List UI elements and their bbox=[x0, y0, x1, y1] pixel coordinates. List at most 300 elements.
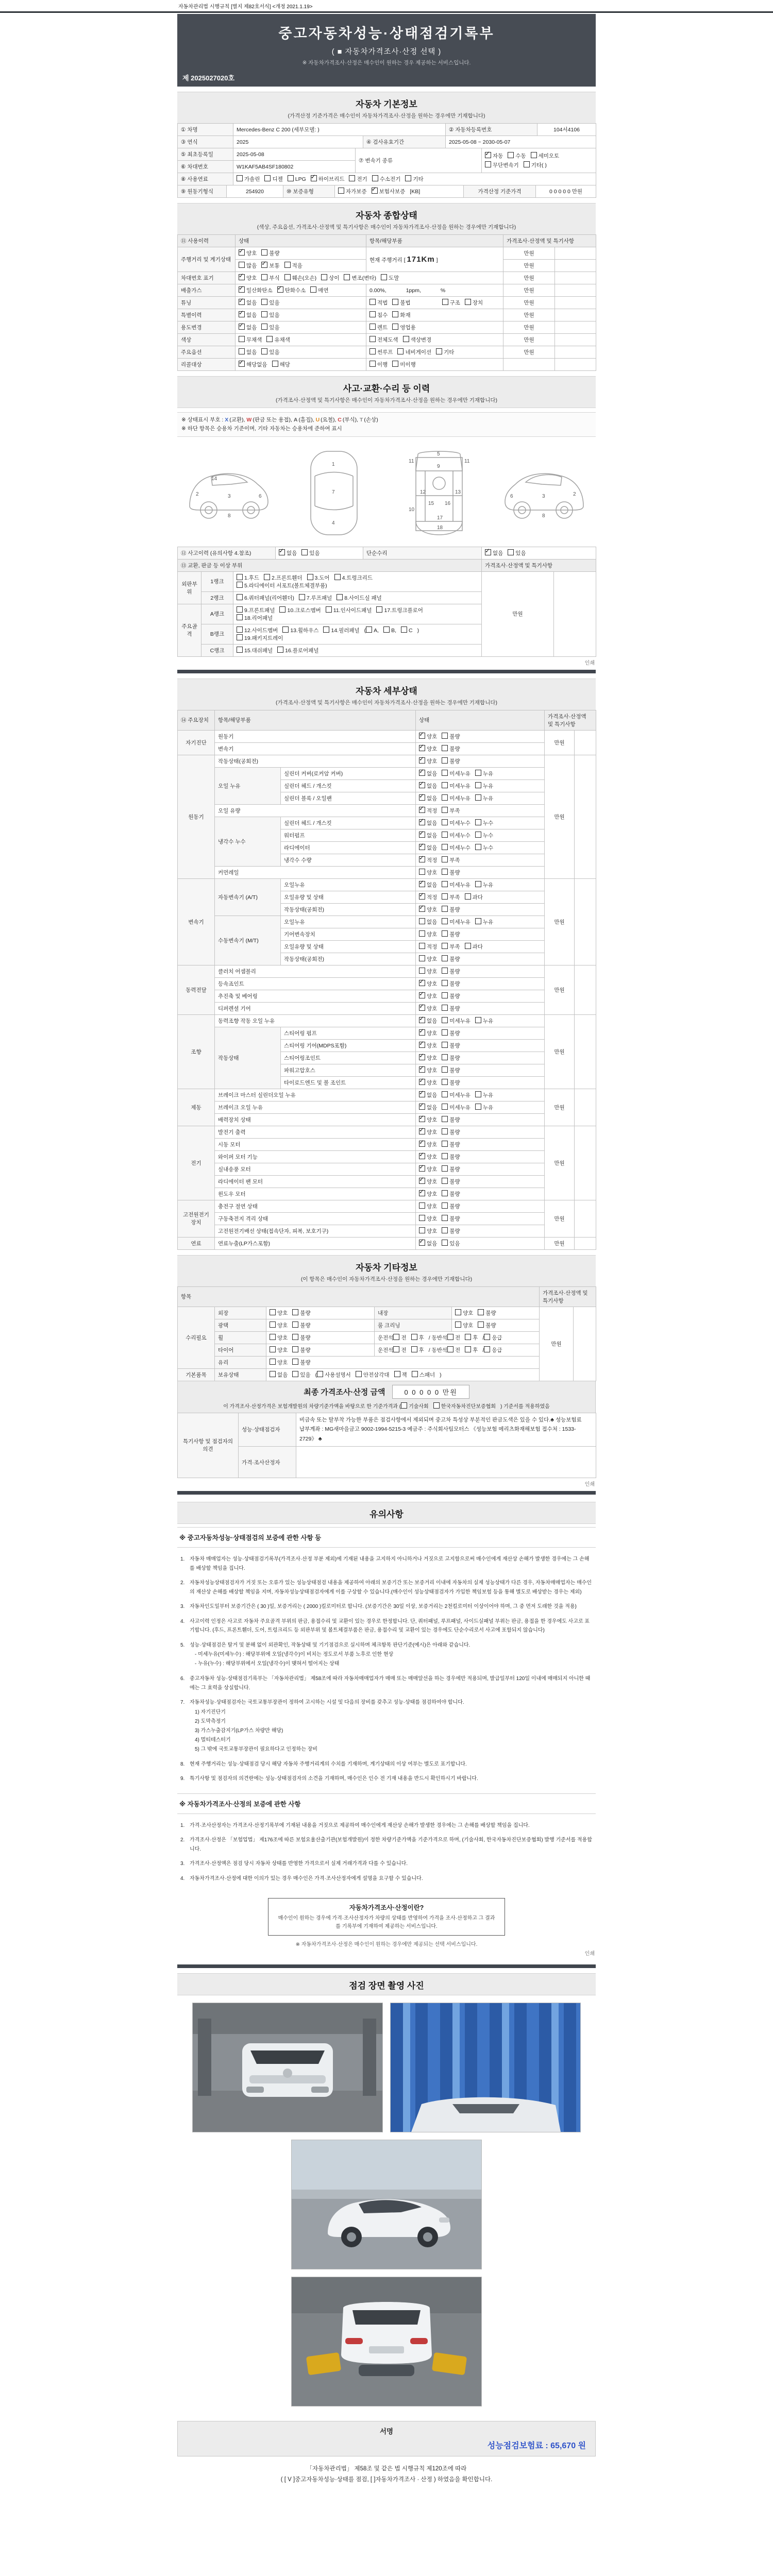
option-label: 과다 bbox=[472, 943, 483, 950]
option bbox=[292, 1371, 310, 1379]
notice-item-sub: 1) 자기진단기 bbox=[195, 1709, 226, 1715]
option-label: 부식 bbox=[269, 275, 280, 281]
detail-row bbox=[178, 965, 596, 977]
checkbox-icon bbox=[405, 175, 411, 181]
option-label: 탄화수소 bbox=[284, 287, 306, 294]
detail-state-options bbox=[416, 1101, 545, 1113]
option-label: 없음 bbox=[246, 325, 257, 331]
price-amount bbox=[503, 359, 555, 371]
price-amount: 만원 bbox=[503, 346, 555, 359]
svg-text:4: 4 bbox=[331, 520, 335, 526]
option bbox=[531, 152, 560, 160]
notice-item-text: 가격조사·산정은 「보험업법」 제176조에 따른 보험요율산출기관(보험개발원)이 정한 차량기준가액을 기준가격으로 하며, (기술사회, 한국자동차진단보증협회) 발행 기준서를 적용합니다. bbox=[190, 1837, 592, 1852]
device-subgroup-label: 수동변속기 (M/T) bbox=[215, 916, 281, 965]
checkbox-icon bbox=[282, 626, 289, 633]
option-label: 후 bbox=[418, 1334, 424, 1341]
svg-text:8: 8 bbox=[228, 513, 231, 519]
checkbox-icon bbox=[369, 299, 376, 305]
text-token: 1ppm, bbox=[406, 287, 421, 294]
panel-rank-row bbox=[178, 571, 596, 591]
option bbox=[442, 1190, 460, 1198]
checkbox-icon bbox=[484, 1346, 490, 1352]
checkbox-icon bbox=[292, 1321, 298, 1328]
option bbox=[237, 626, 278, 634]
checkbox-icon bbox=[475, 770, 481, 776]
checkbox-icon bbox=[237, 582, 243, 588]
option-label: 자가보증 bbox=[346, 189, 367, 195]
detail-state-options bbox=[416, 866, 545, 878]
option bbox=[442, 1215, 460, 1223]
option-label: 없음 bbox=[246, 349, 257, 355]
option bbox=[292, 1359, 310, 1366]
option-label: 누유 bbox=[482, 1018, 494, 1024]
detail-row bbox=[178, 767, 596, 779]
checkbox-checked-icon bbox=[419, 992, 425, 998]
checkbox-icon bbox=[403, 336, 409, 342]
device-label: 자기진단 bbox=[178, 730, 215, 755]
checkbox-icon bbox=[261, 311, 267, 317]
device-label: 연료 bbox=[178, 1237, 215, 1249]
section-photos bbox=[177, 1973, 596, 2498]
option bbox=[442, 955, 460, 963]
final-price-note bbox=[182, 1402, 591, 1410]
checkbox-icon bbox=[442, 856, 448, 862]
option bbox=[321, 274, 339, 282]
checkbox-icon bbox=[356, 1371, 362, 1377]
accident-history-label: ⑫ 사고이력 (유의사항 4.참조) bbox=[178, 547, 276, 559]
option-label: 없음 bbox=[427, 1104, 438, 1111]
checkbox-icon bbox=[442, 1079, 448, 1085]
option-label: 19.패키지트레이 bbox=[244, 635, 283, 641]
option bbox=[442, 1178, 460, 1185]
state-options bbox=[236, 260, 366, 272]
engine-type-value: 254920 bbox=[227, 185, 283, 198]
state-options bbox=[236, 272, 503, 284]
checked-option bbox=[419, 844, 437, 852]
checked-option bbox=[419, 1153, 437, 1161]
checked-option bbox=[419, 733, 437, 740]
detail-state-options bbox=[416, 1089, 545, 1101]
checkbox-icon bbox=[239, 336, 245, 342]
option-label: 많음 bbox=[246, 263, 257, 269]
checkbox-icon bbox=[307, 574, 313, 580]
checked-option bbox=[419, 1128, 437, 1136]
checkbox-icon bbox=[334, 574, 341, 580]
checkbox-checked-icon bbox=[279, 549, 285, 555]
svg-text:11: 11 bbox=[464, 458, 470, 464]
option-label: 불량 bbox=[449, 1154, 460, 1160]
checkbox-checked-icon bbox=[311, 175, 317, 181]
checkbox-icon bbox=[344, 274, 350, 280]
option bbox=[442, 1029, 460, 1037]
device-label: 동력전달 bbox=[178, 965, 215, 1014]
checked-option bbox=[419, 1141, 437, 1148]
text-token: ( bbox=[364, 627, 366, 634]
section-detail-state bbox=[177, 679, 596, 1250]
checkbox-icon bbox=[392, 311, 398, 317]
rank-label: B랭크 bbox=[201, 624, 233, 644]
etc-item-label-2: 내장 bbox=[375, 1307, 452, 1319]
detail-item-label: 라디에이터 bbox=[281, 841, 416, 854]
option-label: 양호 bbox=[427, 968, 438, 975]
etc-item-options-2 bbox=[452, 1307, 540, 1319]
detail-state-options bbox=[416, 804, 545, 817]
notice-item bbox=[180, 1774, 593, 1784]
notice-item-number: 2. bbox=[180, 1580, 185, 1586]
detail-price-note bbox=[575, 730, 596, 755]
checked-option bbox=[419, 1017, 437, 1025]
state-symbol-legend bbox=[177, 412, 596, 437]
opinion-table bbox=[177, 1413, 596, 1479]
checkbox-icon bbox=[442, 770, 448, 776]
rank-label: C랭크 bbox=[201, 644, 233, 656]
option-label: 9.프론트패널 bbox=[244, 607, 275, 614]
detail-item-label: 오일유량 및 상태 bbox=[281, 940, 416, 953]
option-label: 14.필러패널 bbox=[331, 627, 360, 634]
option-label: 적정 bbox=[427, 943, 438, 950]
option-label: 불량 bbox=[449, 1166, 460, 1173]
checkbox-icon bbox=[531, 152, 537, 158]
option bbox=[337, 594, 382, 602]
etc-item-options bbox=[266, 1356, 540, 1368]
notice-item-text: 자동차가격조사·산정에 대한 이의가 있는 경우 매수인은 가격·조사산정자에게 설명을 요구할 수 있습니다. bbox=[190, 1875, 423, 1882]
option-label: 변조(변타) bbox=[351, 275, 377, 281]
detail-state-options bbox=[416, 1225, 545, 1237]
option bbox=[433, 1402, 496, 1410]
option-label: 없음 bbox=[427, 919, 438, 925]
mileage-value: 171Km bbox=[407, 255, 435, 264]
overall-row bbox=[178, 359, 596, 371]
notice-item bbox=[180, 1859, 593, 1869]
etc-position-options bbox=[375, 1331, 540, 1344]
detail-state-options bbox=[416, 940, 545, 953]
option bbox=[301, 549, 320, 557]
legend-desc: (판금 또는 용접), bbox=[253, 417, 294, 423]
checkbox-icon bbox=[508, 549, 514, 555]
option bbox=[442, 1017, 470, 1025]
detail-item-label: 실내송풍 모터 bbox=[215, 1163, 416, 1175]
checkbox-icon bbox=[475, 918, 481, 924]
option-label: 렌트 bbox=[377, 325, 388, 331]
state-options bbox=[236, 334, 366, 346]
etc-row bbox=[178, 1344, 596, 1356]
info-box-title: 자동차가격조사·산정이란? bbox=[349, 1904, 424, 1912]
option-label: 양호 bbox=[427, 1154, 438, 1160]
checkbox-icon bbox=[419, 955, 425, 961]
checkbox-icon bbox=[284, 262, 291, 268]
price-amount: 만원 bbox=[503, 297, 555, 309]
reg-no-label: ② 자동차등록번호 bbox=[446, 124, 537, 136]
option-label: 양호 bbox=[277, 1334, 288, 1341]
legend-symbol: U bbox=[315, 417, 320, 423]
checkbox-icon bbox=[288, 175, 294, 181]
checkbox-icon bbox=[381, 274, 387, 280]
option-label: 없음 bbox=[246, 300, 257, 306]
option-label: 없음 bbox=[493, 550, 503, 556]
checkbox-icon bbox=[411, 1346, 417, 1352]
checked-option bbox=[419, 1042, 437, 1049]
option bbox=[442, 770, 470, 777]
option-label: 양호 bbox=[427, 993, 438, 999]
option bbox=[326, 606, 372, 614]
detail-state-options bbox=[416, 965, 545, 977]
overall-row bbox=[178, 272, 596, 284]
checkbox-checked-icon bbox=[419, 1153, 425, 1159]
option-label: 11.인사이드패널 bbox=[333, 607, 372, 614]
checkbox-icon bbox=[442, 1091, 448, 1097]
option-label: 10.크로스멤버 bbox=[287, 607, 321, 614]
overall-row bbox=[178, 297, 596, 309]
checkbox-icon bbox=[442, 733, 448, 739]
option bbox=[237, 614, 273, 622]
checkbox-checked-icon bbox=[419, 1104, 425, 1110]
inspector-opinion-text: 비금속 또는 탈부착 가능한 부품은 점검사항에서 제외되며 중고차 특성상 부분적인 판금도색은 있을 수 있다.♣ 성능보험료 납부계좌 : MG새마을금고 9002-1994-5215-3 예금주 : 주식회사팀모터스 《성능보험 메리츠화재해보험 접수처 : 1533-2729》 ♣ bbox=[296, 1413, 596, 1447]
option-label: 색상변경 bbox=[410, 337, 432, 343]
notice-item bbox=[180, 1760, 593, 1769]
detail-state-options bbox=[416, 1014, 545, 1027]
option-label: 13.휠하우스 bbox=[290, 627, 319, 634]
state-options bbox=[236, 359, 366, 371]
option-label: 있음 bbox=[515, 550, 526, 556]
checked-option bbox=[419, 1066, 437, 1074]
detail-row bbox=[178, 1002, 596, 1014]
legend-desc: (부식), bbox=[342, 417, 360, 423]
option-label: 12.사이드멤버 bbox=[244, 627, 278, 634]
checkbox-icon bbox=[465, 943, 471, 949]
detail-header-state: 상태 bbox=[416, 710, 545, 730]
rank-items bbox=[233, 591, 482, 604]
detail-row bbox=[178, 1014, 596, 1027]
overall-header-usage: ⑪ 사용이력 bbox=[178, 235, 236, 247]
detail-row bbox=[178, 742, 596, 755]
svg-text:8: 8 bbox=[542, 513, 545, 519]
option-label: 불량 bbox=[449, 1191, 460, 1197]
notice-part1-items bbox=[177, 1548, 596, 1790]
option-label: 훼손(오손) bbox=[292, 275, 317, 281]
option bbox=[419, 1227, 437, 1235]
option bbox=[442, 1141, 460, 1148]
detail-item-label: 워터펌프 bbox=[281, 829, 416, 841]
option-label: 없음 bbox=[427, 832, 438, 839]
checkbox-checked-icon bbox=[239, 324, 245, 330]
reg-no-value: 104서4106 bbox=[537, 124, 596, 136]
option-label: 불법 bbox=[400, 300, 411, 306]
print-line-3 bbox=[177, 1947, 596, 1958]
checkbox-icon bbox=[284, 274, 291, 280]
usage-label: 배출가스 bbox=[178, 284, 236, 297]
option bbox=[442, 807, 460, 815]
option-label: 양호 bbox=[427, 1030, 438, 1037]
svg-text:16: 16 bbox=[445, 500, 451, 506]
detail-price-amount: 만원 bbox=[545, 730, 575, 755]
option-label: 불량 bbox=[449, 1203, 460, 1210]
price-amount: 만원 bbox=[503, 309, 555, 321]
checkbox-icon bbox=[292, 1359, 298, 1365]
checkbox-checked-icon bbox=[419, 856, 425, 862]
print-link[interactable]: 인쇄 bbox=[584, 660, 595, 666]
option bbox=[455, 1309, 473, 1317]
legend-note: ※ 하단 항목은 승용차 기준이며, 기타 자동차는 승용차에 준하여 표시 bbox=[181, 425, 342, 432]
item-cell bbox=[366, 309, 503, 321]
option bbox=[237, 606, 275, 614]
state-options bbox=[236, 247, 366, 260]
basic-info-table-row5 bbox=[177, 173, 596, 185]
checkbox-checked-icon bbox=[485, 549, 491, 555]
item-cell bbox=[366, 247, 503, 272]
option-label: 없음 bbox=[427, 882, 438, 888]
print-link-3[interactable]: 인쇄 bbox=[584, 1951, 595, 1957]
option-label: LPG bbox=[295, 176, 306, 182]
fuel-options bbox=[233, 173, 596, 185]
option bbox=[239, 348, 257, 356]
inspection-photo-front-quarter bbox=[291, 2140, 482, 2269]
notice-item-number: 8. bbox=[180, 1761, 185, 1767]
basic-info-subtitle: (가격산정 기준가격은 매수인이 자동차가격조사·산정을 원하는 경우에만 기재합니다) bbox=[288, 113, 485, 119]
checkbox-icon bbox=[326, 606, 332, 613]
notice-item-sub: 5) 그 밖에 국토교통부장관이 필요하다고 인정하는 장비 bbox=[195, 1746, 318, 1752]
option bbox=[419, 869, 437, 876]
notice-item bbox=[180, 1579, 593, 1597]
option-label: 불량 bbox=[449, 1042, 460, 1049]
option-label: 응급 bbox=[492, 1334, 502, 1341]
checkbox-icon bbox=[508, 152, 514, 158]
option-label: 불량 bbox=[449, 931, 460, 938]
text-token: 이 가격조사·산정가격은 보험개발원의 차량기준가액을 바탕으로 한 기준가격과 ( bbox=[223, 1403, 401, 1410]
option bbox=[411, 1334, 424, 1342]
checkbox-icon bbox=[299, 594, 305, 600]
detail-state-options bbox=[416, 829, 545, 841]
item-cell bbox=[366, 284, 503, 297]
checkbox-icon bbox=[442, 1029, 448, 1036]
title-subtitle: ( ■ 자동차가격조사·산정 선택 ) bbox=[331, 48, 442, 56]
option bbox=[393, 1346, 406, 1354]
print-link-2[interactable]: 인쇄 bbox=[584, 1482, 595, 1488]
option-label: 양호 bbox=[246, 275, 257, 281]
option bbox=[419, 1202, 437, 1210]
notice-item-text: 성능·상태점검은 탈거 및 분해 없이 외관확인, 작동상태 및 기기점검으로 실시하며 체크항목 판단기준(예시)은 아래와 같습니다. - 미세누유(미세누수) : 해당부위에 오일(냉각수)이 비치는 정도로서 부품 노후로 인한 현상 - 누유(누수) : 해당부위에서 오일(냉각수)이 맺혀서 떨어지는 상태 bbox=[190, 1641, 593, 1669]
svg-text:11: 11 bbox=[409, 458, 414, 464]
price-amount: 만원 bbox=[503, 321, 555, 334]
option-label: 후 bbox=[418, 1347, 424, 1353]
notice-item-sub: - 누유(누수) : 해당부위에서 오일(냉각수)이 맺혀서 떨어지는 상태 bbox=[195, 1661, 340, 1667]
option-label: 누유 bbox=[482, 795, 494, 802]
section-overall-state bbox=[177, 203, 596, 371]
option-label: 부족 bbox=[449, 894, 460, 901]
option bbox=[442, 1202, 460, 1210]
inspection-insurance-fee: 성능점검보험료 : 65,670 원 bbox=[487, 2442, 586, 2451]
detail-state-options bbox=[416, 779, 545, 792]
option-label: 세미오토 bbox=[538, 153, 560, 159]
section-separator-3 bbox=[177, 1964, 596, 1968]
panel-price-amount: 만원 bbox=[482, 571, 554, 656]
etc-item-options bbox=[266, 1344, 375, 1356]
option bbox=[442, 844, 470, 852]
info-box-text: 매수인이 원하는 경우에 가격·조사산정자가 차량의 상태를 반영하여 가격을 조사·산정하고 그 결과를 기록부에 기재하여 제공하는 서비스입니다. bbox=[278, 1916, 495, 1930]
device-label: 변속기 bbox=[178, 878, 215, 965]
overall-table bbox=[177, 234, 596, 371]
usage-label: 색상 bbox=[178, 334, 236, 346]
option bbox=[261, 324, 279, 331]
option bbox=[524, 161, 547, 169]
notice-title: 유의사항 bbox=[369, 1510, 404, 1520]
checked-option bbox=[239, 249, 257, 257]
option-label: 불량 bbox=[449, 980, 460, 987]
option-label: 기타 bbox=[444, 349, 455, 355]
checkbox-icon bbox=[442, 1202, 448, 1209]
detail-state-options bbox=[416, 1002, 545, 1014]
etc-table bbox=[177, 1286, 596, 1381]
final-price-band bbox=[177, 1381, 596, 1413]
checkbox-checked-icon bbox=[419, 1054, 425, 1060]
detail-item-label: 스티어링조인트 bbox=[281, 1052, 416, 1064]
checkbox-icon bbox=[270, 1309, 276, 1315]
option bbox=[475, 1091, 493, 1099]
appraiser-opinion-text bbox=[296, 1447, 596, 1478]
accident-title: 사고·교환·수리 등 이력 bbox=[343, 384, 430, 394]
etc-item-label: 타이어 bbox=[215, 1344, 266, 1356]
option bbox=[442, 1079, 460, 1087]
panel-rank-table bbox=[177, 571, 596, 657]
overall-heading bbox=[177, 203, 596, 235]
option-label: 응급 bbox=[492, 1347, 502, 1353]
checkbox-checked-icon bbox=[419, 794, 425, 801]
checkbox-icon bbox=[372, 175, 378, 181]
checked-option bbox=[239, 361, 267, 368]
rank-label: 2랭크 bbox=[201, 591, 233, 604]
notice-item-sub: 3) 가스누출감지기(LP가스 차량만 해당) bbox=[195, 1727, 283, 1734]
basic-info-table-row6 bbox=[177, 185, 596, 198]
text-token: / 동반석 bbox=[428, 1347, 448, 1353]
detail-state-options bbox=[416, 891, 545, 903]
checkbox-icon bbox=[392, 324, 398, 330]
checkbox-icon bbox=[455, 1309, 461, 1315]
option bbox=[239, 262, 257, 269]
checkbox-icon bbox=[442, 757, 448, 764]
checked-option bbox=[419, 881, 437, 889]
notice-item-number: 6. bbox=[180, 1676, 185, 1682]
option-label: 기타 bbox=[413, 176, 424, 182]
option-label: 4.트렁크리드 bbox=[342, 574, 373, 581]
detail-price-amount: 만원 bbox=[545, 1237, 575, 1249]
checkbox-icon bbox=[392, 361, 398, 367]
option bbox=[475, 770, 493, 777]
notice-item bbox=[180, 1641, 593, 1669]
option-label: 불량 bbox=[449, 1055, 460, 1061]
option bbox=[465, 1334, 478, 1342]
rank-items bbox=[233, 604, 482, 624]
panel-header-row bbox=[177, 559, 596, 572]
option-label: 기술사회 bbox=[409, 1403, 429, 1410]
state-options bbox=[236, 321, 366, 334]
title-band bbox=[177, 14, 596, 87]
legend-symbols bbox=[181, 416, 592, 425]
final-price-label: 최종 가격조사·산정 금액 bbox=[304, 1387, 385, 1397]
device-label: 조향 bbox=[178, 1014, 215, 1089]
option-label: 양호 bbox=[427, 956, 438, 962]
checkbox-icon bbox=[239, 348, 245, 354]
legend-desc: (교환), bbox=[229, 417, 247, 423]
option bbox=[401, 1402, 429, 1410]
option-label: 불량 bbox=[449, 1067, 460, 1074]
option-label: 5.라디에이터 서포트(볼트체결부품) bbox=[244, 582, 327, 589]
valid-value: 2025-05-08 ~ 2030-05-07 bbox=[446, 136, 596, 148]
detail-row bbox=[178, 990, 596, 1002]
year-label: ③ 연식 bbox=[178, 136, 233, 148]
checkbox-icon bbox=[442, 1104, 448, 1110]
checked-option bbox=[419, 745, 437, 753]
option bbox=[282, 626, 318, 634]
option-label: 누유 bbox=[482, 919, 494, 925]
